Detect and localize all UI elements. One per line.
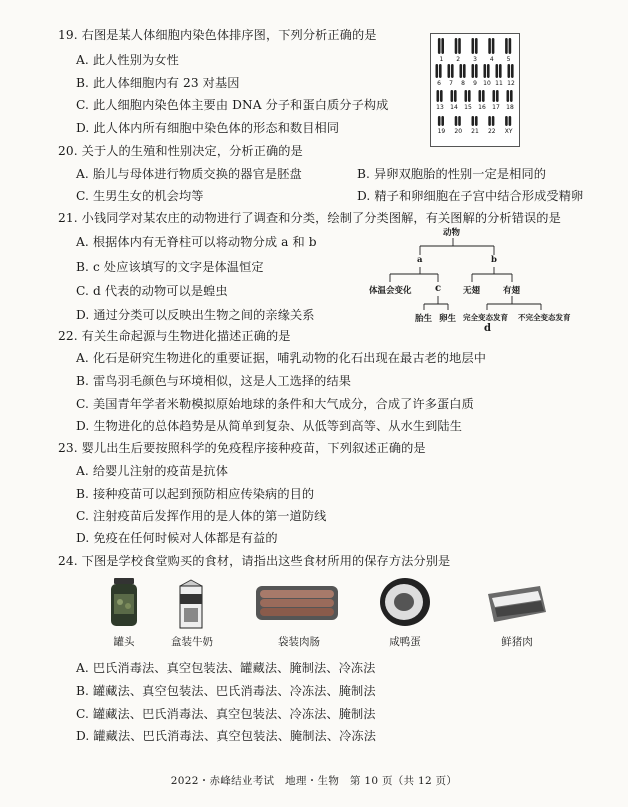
- salted-egg-image: [378, 576, 432, 628]
- chromosome: [505, 116, 508, 126]
- karyotype-label: 2: [456, 56, 461, 63]
- food-label-egg: 咸鸭蛋: [389, 636, 421, 648]
- boxed-milk-image: [178, 580, 204, 630]
- chromosome: [509, 116, 512, 126]
- chromosome: [468, 90, 471, 102]
- chromosome: [439, 64, 442, 78]
- q21-option-a: A. 根据体内有无脊柱可以将动物分成 a 和 b: [76, 235, 317, 249]
- canned-food-image: [108, 578, 140, 628]
- q21-option-d: D. 通过分类可以反映出生物之间的亲缘关系: [76, 308, 315, 322]
- tree-incomplete: 不完全变态发育: [518, 313, 571, 322]
- q22-option-c: C. 美国青年学者米勒模拟原始地球的条件和大气成分，合成了许多蛋白质: [76, 397, 474, 411]
- chromosome: [499, 64, 502, 78]
- chromosome: [465, 90, 468, 102]
- q24-option-d: D. 罐藏法、巴氏消毒法、真空包装法、腌制法、冷冻法: [76, 729, 376, 743]
- chromosome: [455, 116, 458, 126]
- chromosome: [437, 90, 440, 102]
- q19-option-b: B. 此人体细胞内有 23 对基因: [76, 76, 240, 90]
- chromosome: [488, 116, 491, 126]
- tree-complete: 完全变态发育: [463, 313, 508, 322]
- chromosome: [475, 64, 478, 78]
- chromosome: [451, 90, 454, 102]
- classification-tree: [366, 224, 586, 340]
- chromosome: [510, 90, 513, 102]
- q24-stem: 24. 下图是学校食堂购买的食材，请指出这些食材所用的保存方法分别是: [58, 554, 451, 568]
- karyotype-label: 11: [495, 80, 503, 87]
- tree-temp-change: 体温会变化: [369, 286, 412, 296]
- karyotype-figure: [430, 33, 520, 147]
- q24-option-a: A. 巴氏消毒法、真空包装法、罐藏法、腌制法、冷冻法: [76, 661, 376, 675]
- karyotype-label: 22: [487, 128, 496, 135]
- q20-option-c: C. 生男生女的机会均等: [76, 189, 204, 203]
- food-label-pork: 鲜猪肉: [501, 636, 533, 648]
- chromosome: [487, 64, 490, 78]
- tree-oviparous: 卵生: [439, 314, 457, 324]
- chromosome: [463, 64, 466, 78]
- food-label-canned: 罐头: [113, 636, 135, 648]
- q20-option-b: B. 异卵双胞胎的性别一定是相同的: [357, 167, 547, 181]
- food-label-milk: 盒装牛奶: [171, 636, 213, 648]
- q23-option-c: C. 注射疫苗后发挥作用的是人体的第一道防线: [76, 509, 327, 523]
- tree-b: b: [491, 255, 497, 265]
- tree-c: c: [435, 283, 442, 294]
- chromosome: [496, 90, 499, 102]
- q23-stem: 23. 婴儿出生后要按照科学的免疫程序接种疫苗，下列叙述正确的是: [58, 441, 426, 455]
- chromosome: [451, 64, 454, 78]
- karyotype-label: 10: [483, 80, 491, 87]
- karyotype-label: 19: [437, 128, 446, 135]
- q23-option-a: A. 给婴儿注射的疫苗是抗体: [76, 464, 229, 478]
- chromosome: [448, 64, 451, 78]
- tree-root: 动物: [443, 228, 461, 238]
- karyotype-label: 8: [461, 80, 465, 87]
- karyotype-label: 4: [489, 56, 494, 63]
- chromosome: [492, 116, 495, 126]
- chromosome: [511, 64, 514, 78]
- chromosome: [455, 38, 458, 54]
- chromosome: [484, 64, 487, 78]
- chromosome: [509, 38, 512, 54]
- pork-image: [486, 584, 548, 624]
- chromosome: [482, 90, 485, 102]
- chromosome: [472, 116, 475, 126]
- karyotype-label: 12: [507, 80, 515, 87]
- karyotype-label: 5: [506, 56, 511, 63]
- chromosome: [441, 38, 444, 54]
- q22-option-a: A. 化石是研究生物进化的重要证据，哺乳动物的化石出现在最古老的地层中: [76, 351, 487, 365]
- chromosome: [440, 90, 443, 102]
- chromosome: [438, 38, 441, 54]
- q20-stem: 20. 关于人的生殖和性别决定，分析正确的是: [58, 144, 303, 158]
- q22-option-d: D. 生物进化的总体趋势是从简单到复杂、从低等到高等、从水生到陆生: [76, 419, 463, 433]
- q20-option-a: A. 胎儿与母体进行物质交换的器官是胚盘: [76, 167, 302, 181]
- karyotype-label: 20: [454, 128, 463, 135]
- q19-option-c: C. 此人细胞内染色体主要由 DNA 分子和蛋白质分子构成: [76, 98, 389, 112]
- chromosome: [507, 90, 510, 102]
- chromosome: [436, 64, 439, 78]
- q19-option-d: D. 此人体内所有细胞中染色体的形态和数目相同: [76, 121, 340, 135]
- q24-option-c: C. 罐藏法、巴氏消毒法、真空包装法、冷冻法、腌制法: [76, 707, 376, 721]
- chromosome: [508, 64, 511, 78]
- tree-viviparous: 胎生: [415, 314, 433, 324]
- karyotype-label: 21: [471, 128, 479, 135]
- q24-option-b: B. 罐藏法、真空包装法、巴氏消毒法、冷冻法、腌制法: [76, 684, 376, 698]
- chromosome: [438, 116, 441, 126]
- tree-a: a: [417, 255, 423, 265]
- karyotype-label: 15: [464, 104, 472, 111]
- karyotype-label: 14: [450, 104, 458, 111]
- tree-no-wing: 无翅: [463, 286, 481, 296]
- q23-option-d: D. 免疫在任何时候对人体都是有益的: [76, 531, 278, 545]
- tree-d: d: [484, 323, 491, 334]
- karyotype-label: XY: [504, 128, 513, 135]
- q22-option-b: B. 雷鸟羽毛颜色与环境相似，这是人工选择的结果: [76, 374, 352, 388]
- karyotype-chromosomes: [431, 34, 519, 146]
- tree-wing: 有翅: [503, 286, 521, 296]
- karyotype-label: 18: [506, 104, 514, 111]
- sausage-image: [256, 584, 338, 622]
- karyotype-label: 3: [473, 56, 477, 63]
- karyotype-label: 16: [478, 104, 486, 111]
- q22-stem: 22. 有关生命起源与生物进化描述正确的是: [58, 329, 291, 343]
- chromosome: [458, 116, 461, 126]
- karyotype-label: 6: [437, 80, 441, 87]
- chromosome: [479, 90, 482, 102]
- karyotype-label: 9: [473, 80, 477, 87]
- chromosome: [496, 64, 499, 78]
- food-label-sausage: 袋装肉肠: [278, 636, 320, 648]
- chromosome: [472, 64, 475, 78]
- chromosome: [441, 116, 444, 126]
- q23-option-b: B. 接种疫苗可以起到预防相应传染病的目的: [76, 487, 315, 501]
- chromosome: [505, 38, 508, 54]
- karyotype-label: 1: [439, 56, 444, 63]
- karyotype-label: 17: [492, 104, 500, 111]
- chromosome: [488, 38, 491, 54]
- chromosome: [458, 38, 461, 54]
- q19-stem: 19. 右图是某人体细胞内染色体排序图，下列分析正确的是: [58, 28, 377, 42]
- karyotype-label: 13: [436, 104, 444, 111]
- q21-option-b: B. c 处应该填写的文字是体温恒定: [76, 260, 264, 274]
- chromosome: [475, 116, 478, 126]
- q20-option-d: D. 精子和卵细胞在子宫中结合形成受精卵: [357, 189, 584, 203]
- chromosome: [493, 90, 496, 102]
- q21-option-c: C. d 代表的动物可以是蝗虫: [76, 284, 228, 298]
- chromosome: [475, 38, 478, 54]
- chromosome: [472, 38, 475, 54]
- q19-option-a: A. 此人性别为女性: [76, 53, 179, 67]
- karyotype-label: 7: [449, 80, 453, 87]
- chromosome: [492, 38, 495, 54]
- page-footer: 2022・赤峰结业考试 地理・生物 第 10 页（共 12 页）: [170, 775, 458, 787]
- chromosome: [454, 90, 457, 102]
- chromosome: [460, 64, 463, 78]
- q21-stem: 21. 小钱同学对某农庄的动物进行了调查和分类，绘制了分类图解，有关图解的分析错误的是: [58, 211, 561, 225]
